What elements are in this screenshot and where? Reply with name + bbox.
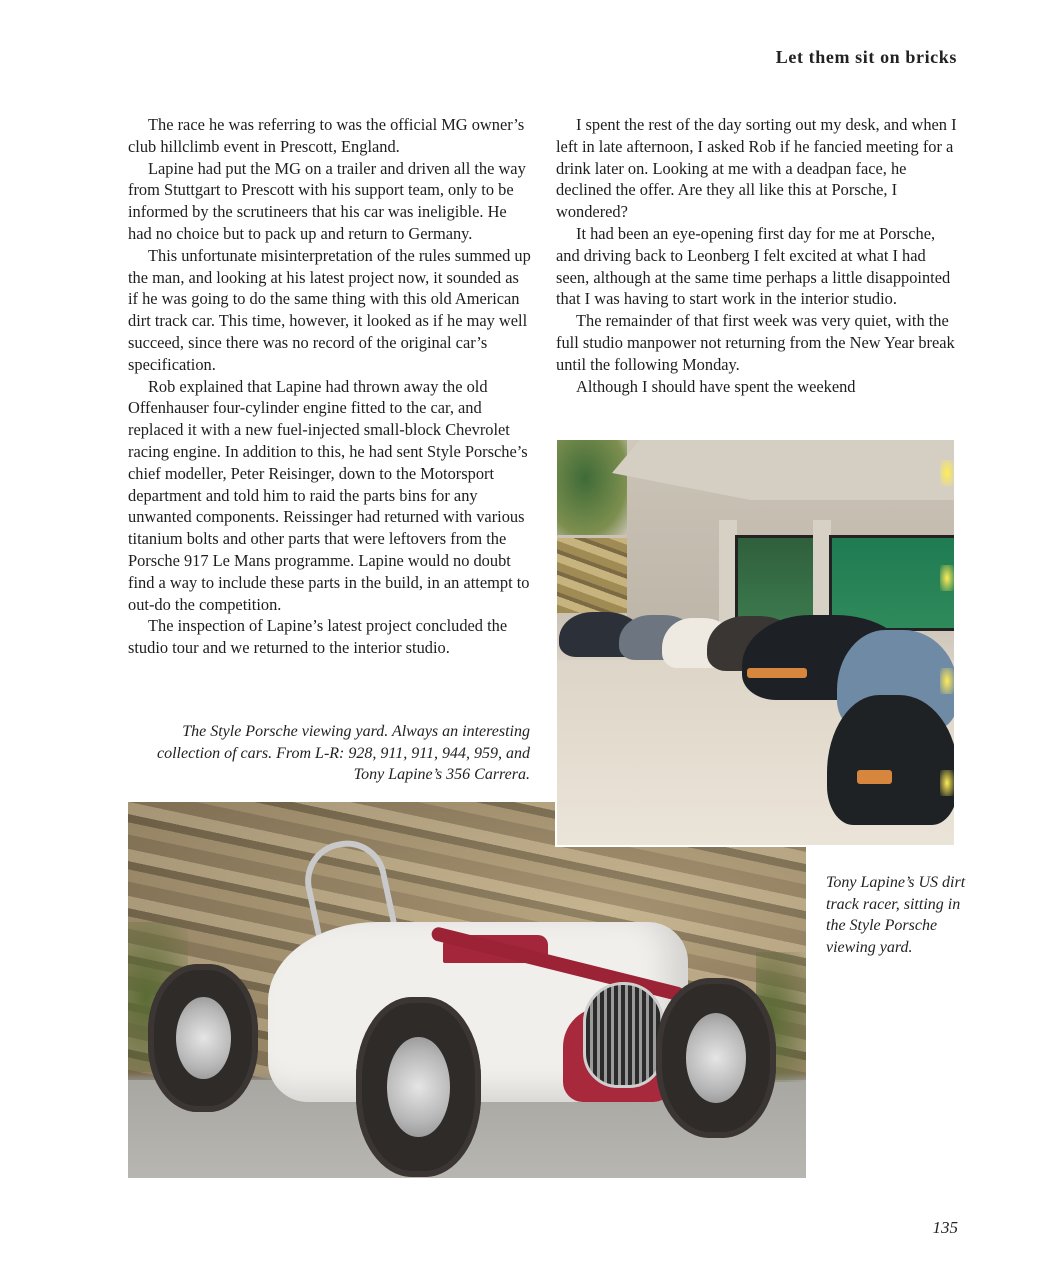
wheel-rim bbox=[387, 1037, 450, 1138]
paragraph: The race he was referring to was the official MG owner’s club hillclimb event in Prescott, England. bbox=[128, 115, 525, 156]
paragraph: Lapine had put the MG on a trailer and driven all the way from Stuttgart to Prescott with his support team, only to be informed by the scrutineers that his car was ineligible. He had no choice but to pack up and return to Germany. bbox=[128, 158, 526, 243]
light-flare bbox=[940, 460, 954, 486]
dirt-track-racer-photo bbox=[128, 802, 806, 1178]
viewing-yard-caption: The Style Porsche viewing yard. Always an interesting collection of cars. From L-R: 928, 911, 911, 944, 959, and Tony Lapine’s 356 Carrera. bbox=[157, 723, 530, 784]
paragraph: The inspection of Lapine’s latest project concluded the studio tour and we returned to the interior studio. bbox=[128, 616, 508, 658]
running-head: Let them sit on bricks bbox=[775, 47, 957, 67]
front-left-tyre bbox=[356, 997, 481, 1177]
paragraph: It had been an eye-opening first day for me at Porsche, and driving back to Leonberg I felt excited at what I had seen, although at the same time perhaps a little disappointed that I was having to start work in the interior studio. bbox=[556, 223, 951, 309]
paragraph: Although I should have spent the weekend bbox=[576, 376, 856, 396]
left-text-column bbox=[128, 114, 532, 659]
wheel-rim bbox=[686, 1013, 746, 1103]
right-text-column bbox=[556, 114, 960, 397]
paragraph: This unfortunate misinterpretation of the rules summed up the man, and looking at his latest project now, it sounded as if he was going to do the same thing with this old American dirt track car. This time, however, it looked as if he may well succeed, since there was no record of the original car’s specification. bbox=[128, 245, 531, 374]
rear-tyre bbox=[148, 964, 258, 1112]
light-flare bbox=[940, 668, 954, 694]
taillight bbox=[747, 668, 807, 678]
paragraph: The remainder of that first week was very quiet, with the full studio manpower not returning from the New Year break until the following Monday. bbox=[556, 311, 955, 374]
taillight bbox=[857, 770, 892, 784]
page-number: 135 bbox=[932, 1218, 958, 1237]
car-foreground bbox=[827, 695, 954, 825]
racer-caption: Tony Lapine’s US dirt track racer, sitting in the Style Porsche viewing yard. bbox=[826, 874, 966, 956]
front-right-tyre bbox=[656, 978, 776, 1138]
light-flare bbox=[940, 565, 954, 591]
wheel-rim bbox=[176, 997, 231, 1080]
paragraph: I spent the rest of the day sorting out my desk, and when I left in late afternoon, I asked Rob if he fancied meeting for a drink later on. Looking at me with a deadpan face, he declined the offer. Are they all like this at Porsche, I wondered? bbox=[556, 115, 957, 222]
racer-grille bbox=[583, 982, 664, 1088]
viewing-yard-photo bbox=[555, 438, 956, 847]
light-flare bbox=[940, 770, 954, 796]
trees bbox=[557, 440, 627, 535]
paragraph: Rob explained that Lapine had thrown away the old Offenhauser four-cylinder engine fitted to the car, and replaced it with a new fuel-injected small-block Chevrolet racing engine. In addition to this, he had sent Style Porsche’s chief modeller, Peter Reisinger, down to the Motorsport department and told him to raid the parts bins for any unwanted components. Reissinger had returned with various titanium bolts and other parts that were leftovers from the Porsche 917 Le Mans programme. Lapine would no doubt find a way to include these parts in the build, in an attempt to out-do the competition. bbox=[128, 376, 530, 614]
rock-wall bbox=[557, 538, 627, 613]
